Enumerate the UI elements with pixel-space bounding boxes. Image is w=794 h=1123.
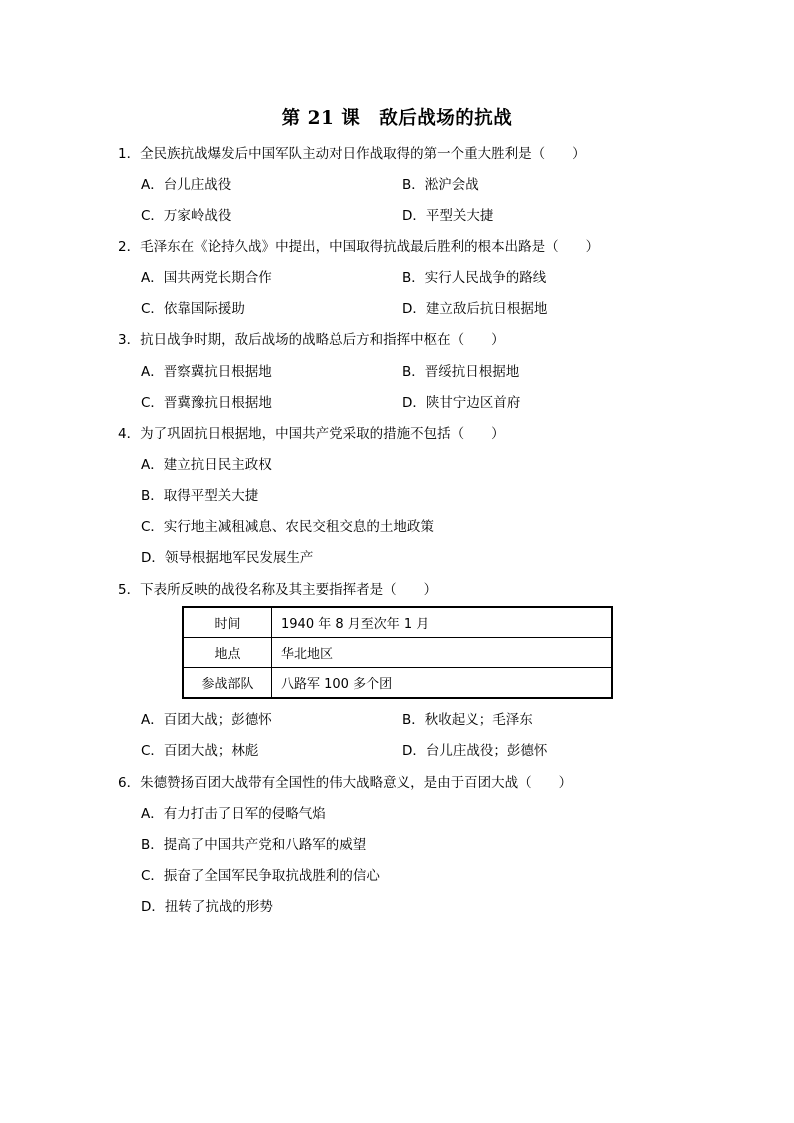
question-2-option-c: C．依靠国际援助 <box>141 301 245 317</box>
page-title: 第 21 课 敌后战场的抗战 <box>281 108 513 129</box>
table-key-cell: 时间 <box>183 607 272 638</box>
question-6-option-b: B．提高了中国共产党和八路军的威望 <box>141 837 367 853</box>
table-value-cell: 八路军 100 多个团 <box>272 668 613 699</box>
question-5-option-a: A．百团大战；彭德怀 <box>141 712 272 728</box>
question-4-stem: 4．为了巩固抗日根据地，中国共产党采取的措施不包括（ ） <box>118 426 505 442</box>
question-2-option-b: B．实行人民战争的路线 <box>402 270 547 286</box>
question-2-option-d: D．建立敌后抗日根据地 <box>402 301 548 317</box>
table-row <box>183 638 612 668</box>
question-6-option-d: D．扭转了抗战的形势 <box>141 899 273 915</box>
question-6-option-a: A．有力打击了日军的侵略气焰 <box>141 806 326 822</box>
question-4-option-b: B．取得平型关大捷 <box>141 488 259 504</box>
question-3-stem: 3．抗日战争时期，敌后战场的战略总后方和指挥中枢在（ ） <box>118 332 505 348</box>
question-1-option-b: B．淞沪会战 <box>402 177 479 193</box>
question-1-option-c: C．万家岭战役 <box>141 208 232 224</box>
question-3-option-a: A．晋察冀抗日根据地 <box>141 364 272 380</box>
question-1-option-d: D．平型关大捷 <box>402 208 494 224</box>
question-4-option-d: D．领导根据地军民发展生产 <box>141 550 314 566</box>
question-4-option-a: A．建立抗日民主政权 <box>141 457 272 473</box>
table-key-cell: 参战部队 <box>183 668 272 699</box>
table-value-cell: 1940 年 8 月至次年 1 月 <box>272 607 613 638</box>
campaign-info-table <box>182 606 613 699</box>
table-value-cell: 华北地区 <box>272 638 613 668</box>
question-3-option-d: D．陕甘宁边区首府 <box>402 395 521 411</box>
table-row <box>183 668 612 699</box>
question-6-stem: 6．朱德赞扬百团大战带有全国性的伟大战略意义，是由于百团大战（ ） <box>118 775 573 791</box>
question-2-stem: 2．毛泽东在《论持久战》中提出，中国取得抗战最后胜利的根本出路是（ ） <box>118 239 600 255</box>
question-5-option-b: B．秋收起义；毛泽东 <box>402 712 533 728</box>
question-3-option-b: B．晋绥抗日根据地 <box>402 364 520 380</box>
question-4-option-c: C．实行地主减租减息、农民交租交息的土地政策 <box>141 519 434 535</box>
question-3-option-c: C．晋冀豫抗日根据地 <box>141 395 272 411</box>
question-1-stem: 1．全民族抗战爆发后中国军队主动对日作战取得的第一个重大胜利是（ ） <box>118 146 586 162</box>
table-row <box>183 607 612 638</box>
question-5-option-d: D．台儿庄战役；彭德怀 <box>402 743 548 759</box>
question-2-option-a: A．国共两党长期合作 <box>141 270 272 286</box>
question-5-stem: 5．下表所反映的战役名称及其主要指挥者是（ ） <box>118 582 438 598</box>
question-6-option-c: C．振奋了全国军民争取抗战胜利的信心 <box>141 868 380 884</box>
question-5-option-c: C．百团大战；林彪 <box>141 743 259 759</box>
table-key-cell: 地点 <box>183 638 272 668</box>
question-1-option-a: A．台儿庄战役 <box>141 177 232 193</box>
